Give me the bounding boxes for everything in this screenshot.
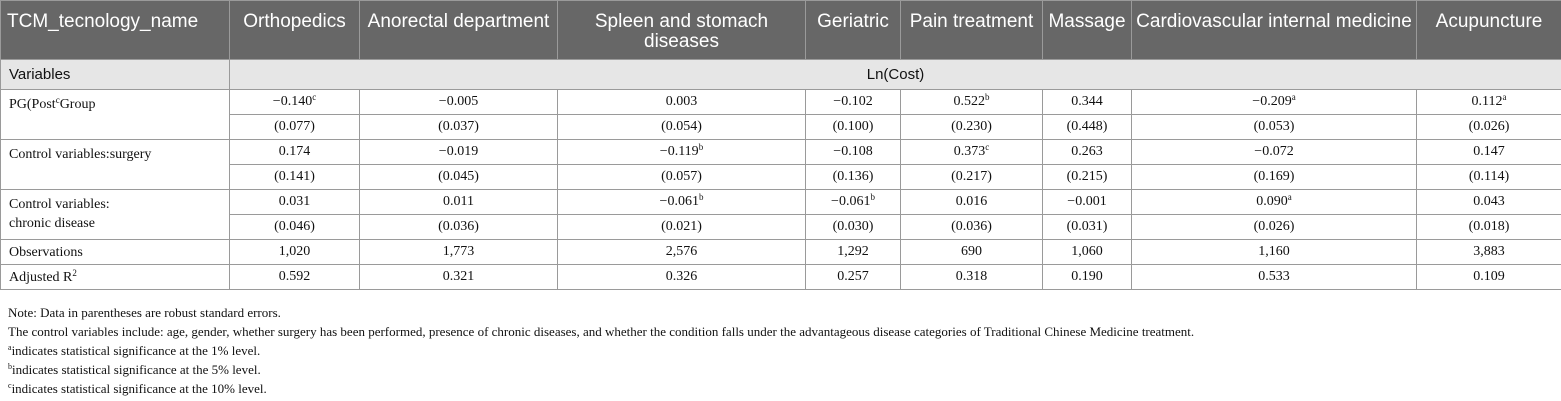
std-error-cell: (0.036) [360,215,558,240]
col-header-pain: Pain treatment [901,1,1043,60]
std-error-cell: (0.026) [1132,215,1417,240]
std-error-cell: (0.053) [1132,115,1417,140]
r2-superscript: 2 [72,268,77,278]
observations-cell: 690 [901,240,1043,265]
std-error-cell: (0.100) [806,115,901,140]
note-line: The control variables include: age, gender, whether surgery has been performed, presence of chronic diseases, and whether the condition falls under the advantageous disease categories of Traditional Chinese Medicine treatment. [8,324,1195,339]
significance-marker: b [698,192,704,202]
observations-cell: 1,020 [230,240,360,265]
significance-marker: a [1502,92,1507,102]
std-error-cell: (0.230) [901,115,1043,140]
coefficient-cell: 0.263 [1043,140,1132,165]
adjusted-r2-cell: 0.592 [230,265,360,290]
adjusted-r2-cell: 0.109 [1417,265,1561,290]
observations-cell: 2,576 [558,240,806,265]
coefficient-cell: 0.522$^b$ [901,90,1043,115]
coefficient-cell: −0.209$^a$ [1132,90,1417,115]
std-error-cell: (0.021) [558,215,806,240]
table-row [1,140,1561,165]
std-error-cell: (0.037) [360,115,558,140]
std-error-cell: (0.215) [1043,165,1132,190]
coefficient-cell: −0.001 [1043,190,1132,215]
variables-label: Variables [1,60,230,90]
coefficient-cell: 0.016 [901,190,1043,215]
std-error-cell: (0.018) [1417,215,1561,240]
std-error-cell: (0.136) [806,165,901,190]
observations-cell: 1,060 [1043,240,1132,265]
note-marker: a [8,343,12,352]
coefficient-cell: 0.344 [1043,90,1132,115]
note-line: $^b$indicates statistical significance at the 5% level. [8,362,261,377]
std-error-cell: (0.141) [230,165,360,190]
significance-marker: b [870,192,875,202]
observations-row [1,240,1561,265]
observations-cell: 3,883 [1417,240,1561,265]
significance-marker: c [312,92,317,102]
coefficient-cell: −0.102 [806,90,901,115]
std-error-cell: (0.045) [360,165,558,190]
coefficient-cell: −0.061$^b$ [806,190,901,215]
row-label-sup: c [55,95,60,105]
table-body [1,90,1561,290]
note-marker: b [8,362,12,371]
observations-cell: 1,292 [806,240,901,265]
significance-marker: b [985,92,990,102]
std-error-cell: (0.026) [1417,115,1561,140]
note-line: $^a$indicates statistical significance at the 1% level. [8,343,261,358]
std-error-cell: (0.046) [230,215,360,240]
table-notes [8,303,1194,398]
dependent-variable-label: Ln(Cost) [230,60,1561,90]
table-row [1,190,1561,215]
variables-row [1,60,1561,90]
col-header-orthopedics: Orthopedics [230,1,360,60]
table-row [1,115,1561,140]
std-error-cell: (0.169) [1132,165,1417,190]
std-error-cell: (0.054) [558,115,806,140]
significance-marker: b [698,142,704,152]
observations-label: Observations [1,240,230,265]
row-label: PG(Post$^c$Group [1,90,230,140]
observations-cell: 1,773 [360,240,558,265]
adjusted-r2-cell: 0.257 [806,265,901,290]
coefficient-cell: 0.090$^a$ [1132,190,1417,215]
significance-marker: a [1287,192,1292,202]
adjusted-r2-cell: 0.326 [558,265,806,290]
coefficient-cell: −0.072 [1132,140,1417,165]
col-header-tcm-name: TCM_tecnology_name [1,1,230,60]
std-error-cell: (0.114) [1417,165,1561,190]
coefficient-cell: 0.031 [230,190,360,215]
table-row [1,90,1561,115]
coefficient-cell: 0.112$^a$ [1417,90,1561,115]
coefficient-cell: −0.108 [806,140,901,165]
col-header-cardiovascular: Cardiovascular internal medicine [1132,1,1417,60]
significance-marker: c [985,142,990,152]
note-line: Note: Data in parentheses are robust standard errors. [8,305,281,320]
std-error-cell: (0.030) [806,215,901,240]
std-error-cell: (0.077) [230,115,360,140]
std-error-cell: (0.217) [901,165,1043,190]
row-label: Control variables: chronic disease [1,190,230,240]
coefficient-cell: 0.011 [360,190,558,215]
row-label: Control variables:surgery [1,140,230,190]
table-row [1,215,1561,240]
adjusted-r2-cell: 0.190 [1043,265,1132,290]
coefficient-cell: 0.373$^c$ [901,140,1043,165]
note-marker: c [8,381,12,390]
coefficient-cell: −0.005 [360,90,558,115]
note-line: $^c$indicates statistical significance at the 10% level. [8,381,267,396]
observations-cell: 1,160 [1132,240,1417,265]
header-row [1,1,1561,60]
std-error-cell: (0.057) [558,165,806,190]
significance-marker: a [1291,92,1296,102]
coefficient-cell: −0.119$^b$ [558,140,806,165]
adjusted-r2-cell: 0.318 [901,265,1043,290]
std-error-cell: (0.036) [901,215,1043,240]
adjusted-r2-cell: 0.533 [1132,265,1417,290]
coefficient-cell: 0.174 [230,140,360,165]
col-header-anorectal: Anorectal department [360,1,558,60]
col-header-acupuncture: Acupuncture [1417,1,1561,60]
std-error-cell: (0.448) [1043,115,1132,140]
adjusted-r2-cell: 0.321 [360,265,558,290]
coefficient-cell: 0.003 [558,90,806,115]
coefficient-cell: 0.147 [1417,140,1561,165]
col-header-geriatric: Geriatric [806,1,901,60]
adjusted-r2-label: Adjusted $R^2$ [1,265,230,290]
coefficient-cell: −0.061$^b$ [558,190,806,215]
coefficient-cell: −0.019 [360,140,558,165]
coefficient-cell: −0.140$^c$ [230,90,360,115]
coefficient-cell: 0.043 [1417,190,1561,215]
col-header-spleen-stomach: Spleen and stomach diseases [558,1,806,60]
col-header-massage: Massage [1043,1,1132,60]
table-row [1,165,1561,190]
adjusted-r2-row [1,265,1561,290]
std-error-cell: (0.031) [1043,215,1132,240]
